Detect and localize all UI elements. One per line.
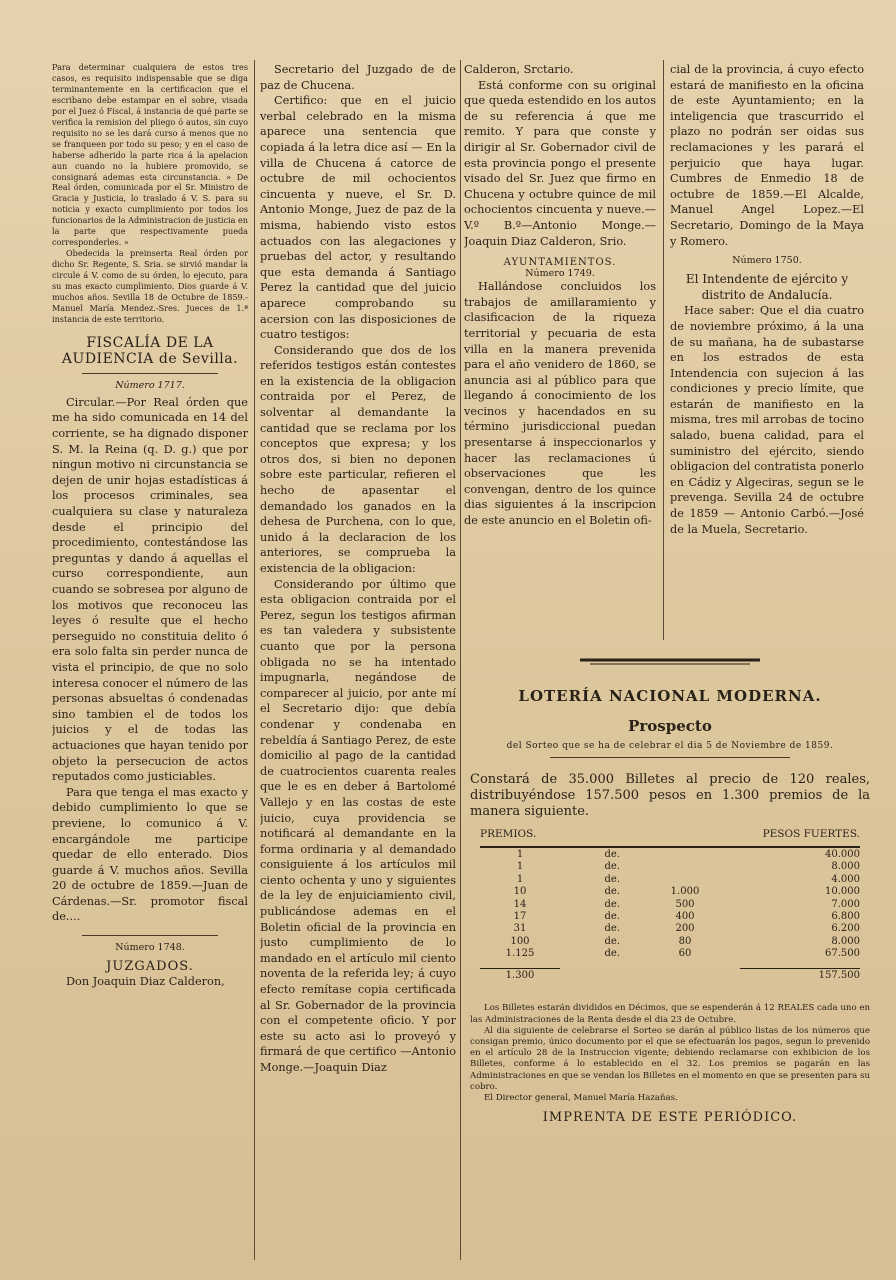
column-1	[52, 62, 248, 1262]
prize-de: de.	[604, 935, 620, 947]
paragraph: Circular.—Por Real órden que me ha sido comunicada en 14 del corriente, se ha dignado disponer S. M. la Reina (q. D. g.) que por ningun motivo ni circunstancia se dejen de unir hojas estadísticas á los procesos criminales, sea cualquiera su clase y naturaleza desde el principio del procedimiento, contestándose las preguntas y dando á aquellas el curso correspondiente, aun cuando se sobresea por alguno de los motivos que reconoceu las leyes ó resulte que el hecho perseguido no constituia delito ó era solo falta sin perder nunca de vista el principio, de que no solo interesa conocer el número de las personas absueltas ó condenadas sino tambien el de todos los juicios y el de todas las actuaciones que hayan tenido por objeto la persecucion de actos reputados como justiciables.	[52, 395, 248, 784]
column-2	[260, 62, 456, 1262]
prize-count: 1	[516, 861, 524, 873]
prize-de: de.	[604, 923, 620, 935]
divider	[82, 373, 218, 374]
column-rule	[663, 60, 664, 640]
paragraph: Secretario del Juzgado de de paz de Chucena.	[260, 63, 456, 92]
paragraph: Don Joaquin Diaz Calderon,	[66, 975, 225, 989]
column-header: PESOS FUERTES.	[762, 828, 860, 841]
prize-count: 1.125	[505, 948, 535, 960]
prize-row	[480, 948, 860, 960]
paragraph: Para determinar cualquiera de estos tres casos, es requisito indispensable que se diga terminantemente en la certificacion que el escribano debe estampar en el sobre, visada por el Juez ó Fiscal, á instancia de qué parte se verifica la remision del pliego ó autos, sin cuyo requisito no se les dará curso á menos que no se franqueen por todo su peso; y en el caso de haberse adherido la parte rica á la apelacion aun cuando no la hubiere promovido, se consignará ademas esta circunstancia. » De Real órden, comunicada por el Sr. Ministro de Gracia y Justicia, lo traslado á V. S. para su noticia y exacto cumplimiento por todos los funcionarios de la Administracion de justicia en la parte que respectivamente pueda corresponderles. »	[52, 62, 248, 248]
prize-row	[480, 886, 860, 898]
lottery-title: LOTERÍA NACIONAL MODERNA.	[518, 687, 822, 705]
prize-total: 8.000	[831, 861, 860, 873]
prize-row	[480, 847, 860, 860]
prize-row	[480, 861, 860, 873]
prize-de: de.	[604, 911, 620, 923]
prize-value: 400	[675, 911, 695, 923]
prize-count: 17	[513, 911, 527, 923]
paragraph: cial de la provincia, á cuyo efecto estará de manifiesto en la oficina de este Ayuntamiento; en la inteligencia que trascurrido el plazo no podrán ser oidas sus reclamaciones y les parará el perjuicio que haya lugar. Cumbres de Enmedio 18 de octubre de 1859.—El Alcalde, Manuel Angel Lopez.—El Secretario, Domingo de la Maya y Romero.	[670, 63, 864, 248]
prize-value	[630, 873, 740, 885]
lottery-intro: Constará de 35.000 Billetes al precio de 120 reales, distribuyéndose 157.500 pesos en 1.300 premios de la manera siguiente.	[470, 772, 870, 819]
section-heading: AYUNTAMIENTOS.	[503, 257, 617, 269]
prize-value	[630, 847, 740, 860]
prize-value	[630, 861, 740, 873]
article-number: Número 1717.	[115, 379, 185, 391]
section-heading: FISCALÍA DE LA AUDIENCIA de Sevilla.	[61, 334, 239, 367]
lottery-date: del Sorteo que se ha de celebrar el dia 5 de Noviembre de 1859.	[506, 741, 834, 751]
divider	[82, 935, 218, 936]
prize-total: 4.000	[831, 873, 860, 885]
column-4	[670, 62, 864, 642]
total-premios: 1.300	[480, 968, 560, 981]
prize-row	[480, 935, 860, 947]
prize-value: 1.000	[670, 886, 700, 898]
section-heading: JUZGADOS.	[106, 959, 194, 975]
prize-count: 1	[516, 849, 524, 861]
prize-total: 40.000	[825, 849, 860, 861]
lottery-subtitle: Prospecto	[628, 717, 712, 735]
prize-de: de.	[604, 948, 620, 960]
section-heading: El Intendente de ejército y distrito de Andalucía.	[685, 272, 849, 302]
prize-table	[480, 828, 860, 981]
lottery-signature: El Director general, Manuel María Hazañas.	[484, 1092, 678, 1103]
prize-count: 31	[513, 923, 527, 935]
prize-value: 200	[675, 923, 695, 935]
ornament-rule	[470, 655, 870, 665]
paragraph: Está conforme con su original que queda estendido en los autos de su referencia á que me remito. Y para que conste y dirigir al Sr. Gobernador civil de esta provincia pongo el presente visado del Sr. Juez que firmo en Chucena y octubre quince de mil ochocientos cincuenta y nueve.—V.º B.º—Antonio Monge.—Joaquin Diaz Calderon, Srio.	[464, 78, 656, 248]
prize-total: 67.500	[825, 948, 860, 960]
paragraph: Hallándose concluidos los trabajos de amillaramiento y clasificacion de la riqueza territorial y pecuaria de esta villa en la manera prevenida para el año venidero de 1860, se anuncia asi al público para que llegando á conocimiento de los vecinos y hacendados en su término jurisdiccional puedan presentarse á inspeccionarlos y hacer las reclamaciones ú observaciones que les convengan, dentro de los quince dias siguientes á la inscripcion de este anuncio en el Boletin ofi-	[464, 280, 656, 528]
prize-total: 7.000	[831, 898, 860, 910]
prize-count: 100	[510, 935, 530, 947]
prize-row	[480, 923, 860, 935]
paragraph: Considerando por último que esta obligacion contraida por el Perez, segun los testigos afirman es tan valedera y subsistente cuanto que por la persona obligada no se ha intentado impugnarla, negándose de comparecer al juicio, por ante mí el Secretario dijo: que debía condenar y condenaba en rebeldía á Santiago Perez, de este domicilio al pago de la cantidad de cuatrocientos cuarenta reales que le es en deber á Bartolomé Vallejo y en las costas de este juicio, cuya providencia se notificará al demandante en la forma ordinaria y al demandado consiguiente á los artículos mil ciento ochenta y uno y siguientes de la ley de enjuiciamiento civil, publicándose ademas en el Boletin oficial de la provincia en justo cumplimiento de lo mandado en el artículo mil ciento noventa de la referida ley; á cuyo efecto remítase copia certificada al Sr. Gobernador de la provincia con el competente oficio. Y por este su acto asi lo proveyó y firmará de que certifico —Antonio Monge.—Joaquin Diaz	[260, 577, 456, 1074]
article-number: Número 1750.	[732, 255, 802, 267]
prize-count: 1	[516, 873, 524, 885]
paragraph: Para que tenga el mas exacto y debido cumplimiento lo que se previene, lo comunico á V. encargándole me participe quedar de ello enterado. Dios guarde á V. muchos años. Sevilla 20 de octubre de 1859.—Juan de Cárdenas.—Sr. promotor fiscal de....	[52, 785, 248, 924]
paragraph: Certifico: que en el juicio verbal celebrado en la misma aparece una sentencia que copiada á la letra dice así — En la villa de Chucena á catorce de octubre de mil ochocientos cincuenta y nueve, el Sr. D. Antonio Monge, Juez de paz de la misma, habiendo visto estos actuados con las alegaciones y pruebas del actor, y resultando que esta demanda á Santiago Perez la cantidad que del juicio aparece comprobando su acersion con las disposiciones de cuatro testigos:	[260, 94, 456, 342]
imprint: IMPRENTA DE ESTE PERIÓDICO.	[542, 1110, 798, 1126]
prize-total: 6.800	[831, 911, 860, 923]
prize-de: de.	[604, 898, 620, 910]
paragraph: Calderon, Srctario.	[464, 63, 574, 76]
prize-total: 10.000	[825, 886, 860, 898]
prize-de: de.	[604, 849, 620, 861]
prize-value: 80	[678, 935, 692, 947]
lottery-note: Al dia siguiente de celebrarse el Sorteo se darán al público listas de los números que consigan premio, único documento por el que se efectuarán los pagos, segun lo prevenido en el artículo 28 de la Instruccion vigente; debiendo reclamarse con exhibicion de los Billetes, conforme á lo establecido en el 32. Los premios se pagarán en las Administraciones en que se vendan los Billetes en el momento en que se presenten para su cobro.	[470, 1025, 870, 1092]
paragraph: Obedecida la preinserta Real órden por dicho Sr. Regente, S. Sria. se sirvió mandar la circule á V. como de su órden, lo ejecuto, para su mas exacto cumplimiento. Dios guarde á V. muchos años. Sevilla 18 de Octubre de 1859.-Manuel María Mendez.-Sres. Jueces de 1.ª instancia de este territorio.	[52, 248, 248, 324]
prize-count: 10	[513, 886, 527, 898]
prize-de: de.	[604, 886, 620, 898]
prize-row	[480, 873, 860, 885]
prize-de: de.	[604, 861, 620, 873]
prize-value: 60	[678, 948, 692, 960]
prize-row	[480, 910, 860, 922]
column-rule	[460, 60, 461, 1260]
lottery-prospectus	[470, 650, 870, 1210]
article-number: Número 1749.	[525, 268, 595, 280]
total-pesos: 157.500	[740, 968, 860, 981]
prize-count: 14	[513, 898, 527, 910]
paragraph: Hace saber: Que el dia cuatro de noviembre próximo, á la una de su mañana, ha de subastarse en los estrados de esta Intendencia con sujecion á las condiciones y precio límite, que estarán de manifiesto en la misma, tres mil arrobas de tocino salado, buena calidad, para el suministro del ejército, siendo obligacion del contratista ponerlo en Cádiz y Algeciras, segun se le prevenga. Sevilla 24 de octubre de 1859 — Antonio Carbó.—José de la Muela, Secretario.	[670, 304, 864, 536]
column-rule	[254, 60, 255, 1260]
prize-total: 6.200	[831, 923, 860, 935]
column-3	[464, 62, 656, 642]
prize-value: 500	[675, 898, 695, 910]
divider	[550, 757, 790, 758]
lottery-note: Los Billetes estarán divididos en Décimos, que se espenderán á 12 REALES cada uno en las Administraciones de la Renta desde el dia 23 de Octubre.	[470, 1003, 870, 1025]
prize-total: 8.000	[831, 935, 860, 947]
prize-de: de.	[604, 873, 620, 885]
prize-row	[480, 898, 860, 910]
paragraph: Considerando que dos de los referidos testigos están contestes en la existencia de la obligacion contraida por el Perez, de solventar al demandante la cantidad que se reclama por los conceptos que expresa; y los otros dos, si bien no deponen sobre este particular, refieren el hecho de apasentar el demandado los ganados en la dehesa de Purchena, con lo que, unido á la declaracion de los anteriores, se comprueba la existencia de la obligacion:	[260, 343, 456, 575]
article-number: Número 1748.	[115, 942, 185, 954]
column-header: PREMIOS.	[480, 828, 537, 841]
